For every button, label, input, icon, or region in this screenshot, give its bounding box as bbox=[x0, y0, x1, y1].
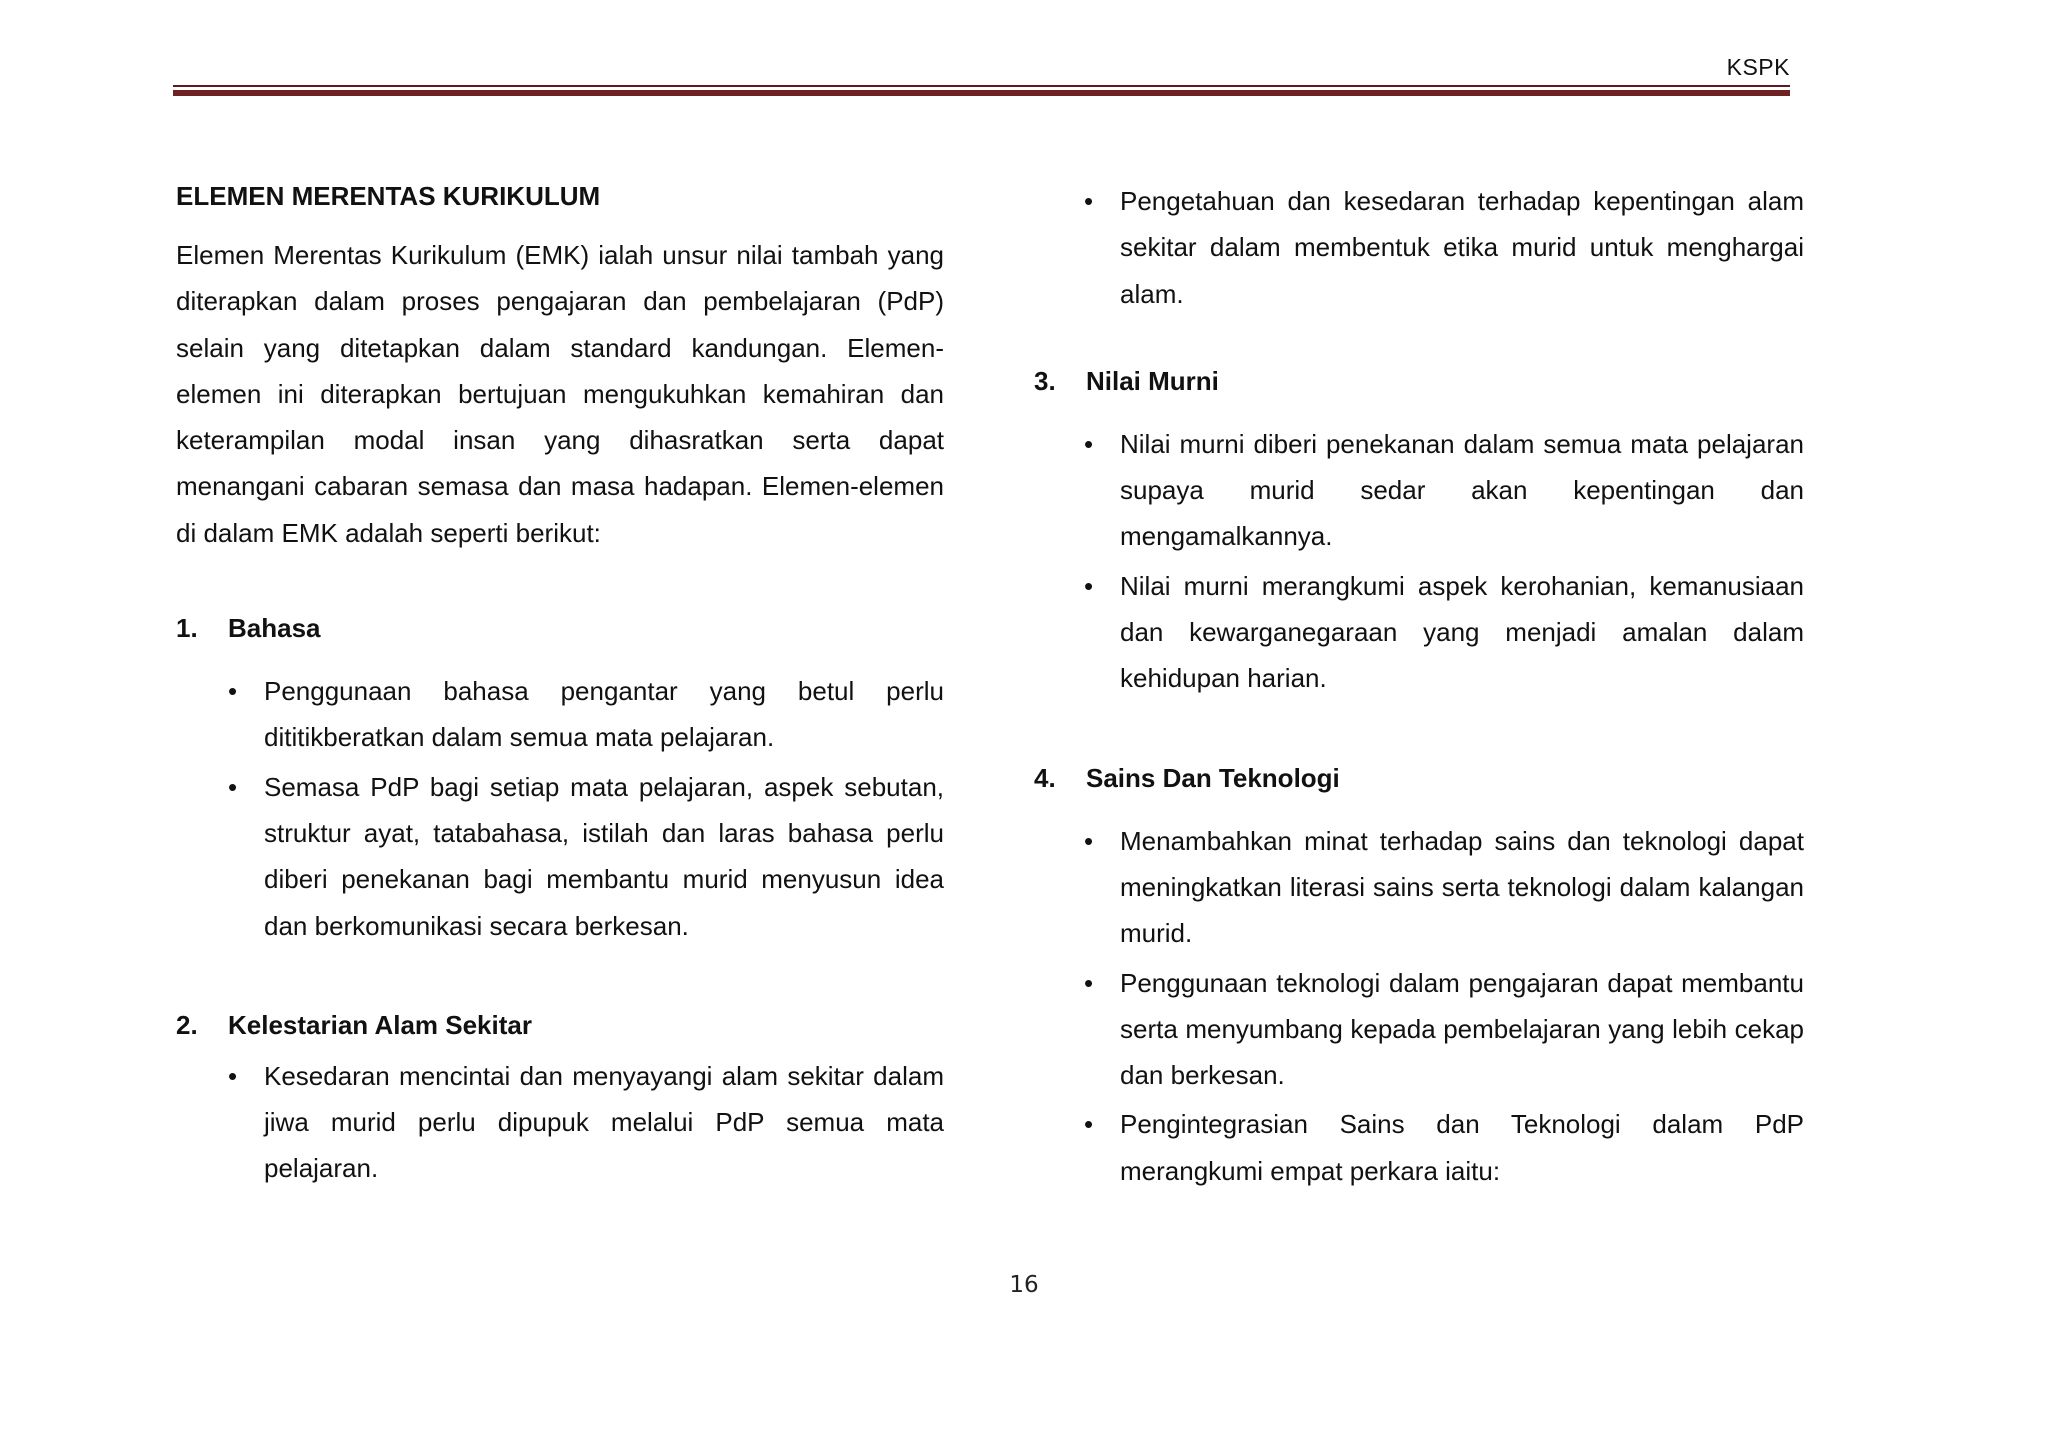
bullet-icon: • bbox=[228, 1060, 238, 1091]
item-heading bbox=[1034, 363, 1804, 399]
item-number: 3. bbox=[1034, 365, 1056, 396]
item-bahasa bbox=[176, 610, 944, 949]
item-heading bbox=[1034, 760, 1804, 796]
item-title: Bahasa bbox=[228, 613, 321, 644]
list-item bbox=[1034, 1101, 1804, 1194]
section-title: ELEMEN MERENTAS KURIKULUM bbox=[176, 181, 601, 211]
bullet-list bbox=[176, 1053, 944, 1192]
list-item bbox=[176, 668, 944, 761]
item-heading bbox=[176, 610, 944, 646]
item-heading bbox=[176, 1007, 944, 1043]
bullet-list bbox=[1034, 421, 1804, 702]
left-column bbox=[176, 178, 944, 1195]
list-item bbox=[1034, 818, 1804, 957]
item-number: 1. bbox=[176, 613, 198, 644]
list-item bbox=[1034, 960, 1804, 1099]
bullet-list bbox=[176, 668, 944, 949]
list-item-text: Nilai murni merangkumi aspek kerohanian, kemanusiaan dan kewarganegaraan yang menjadi amalan dalam kehidupan harian. bbox=[1120, 570, 1804, 694]
header-rule-thick bbox=[173, 90, 1790, 96]
header-rule-thin bbox=[173, 85, 1790, 87]
bullet-icon: • bbox=[1084, 428, 1094, 459]
item-number: 4. bbox=[1034, 762, 1056, 793]
bullet-icon: • bbox=[1084, 186, 1094, 216]
list-item bbox=[1034, 421, 1804, 560]
item-number: 2. bbox=[176, 1009, 198, 1040]
bullet-icon: • bbox=[1084, 967, 1094, 998]
list-item-text: Penggunaan teknologi dalam pengajaran dapat membantu serta menyumbang kepada pembelajaran yang lebih cekap dan berkesan. bbox=[1120, 967, 1804, 1091]
list-item-text: Menambahkan minat terhadap sains dan teknologi dapat meningkatkan literasi sains serta teknologi dalam kalangan murid. bbox=[1120, 825, 1804, 949]
item-title: Kelestarian Alam Sekitar bbox=[228, 1009, 532, 1040]
bullet-icon: • bbox=[1084, 1109, 1094, 1140]
bullet-icon: • bbox=[1084, 825, 1094, 856]
item-title: Sains Dan Teknologi bbox=[1086, 762, 1340, 793]
bullet-icon: • bbox=[228, 771, 238, 802]
item-kelestarian-alam-sekitar bbox=[176, 1007, 944, 1192]
list-item bbox=[176, 1053, 944, 1192]
list-item bbox=[1034, 563, 1804, 702]
right-column bbox=[1034, 178, 1804, 1197]
list-item-text: Nilai murni diberi penekanan dalam semua mata pelajaran supaya murid sedar akan kepentingan dan mengamalkannya. bbox=[1120, 428, 1804, 552]
bullet-icon: • bbox=[228, 676, 238, 707]
list-item-text: Kesedaran mencintai dan menyayangi alam sekitar dalam jiwa murid perlu dipupuk melalui PdP semua mata pelajaran. bbox=[264, 1060, 944, 1184]
page-number: 16 bbox=[1009, 1272, 1039, 1298]
bullet-icon: • bbox=[1084, 570, 1094, 601]
continued-bullet-list bbox=[1034, 178, 1804, 317]
bullet-list bbox=[1034, 818, 1804, 1194]
list-item bbox=[1034, 178, 1804, 317]
item-title: Nilai Murni bbox=[1086, 365, 1219, 396]
intro-paragraph: Elemen Merentas Kurikulum (EMK) ialah unsur nilai tambah yang diterapkan dalam proses pengajaran dan pembelajaran (PdP) selain yang ditetapkan dalam standard kandungan. Elemen-elemen ini diterapkan bertujuan mengukuhkan kemahiran dan keterampilan modal insan yang dihasratkan serta dapat menangani cabaran semasa dan masa hadapan. Elemen-elemen di dalam EMK adalah seperti berikut: bbox=[176, 240, 944, 548]
list-item-text: Pengetahuan dan kesedaran terhadap kepentingan alam sekitar dalam membentuk etika murid untuk menghargai alam. bbox=[1120, 186, 1804, 309]
list-item-text: Pengintegrasian Sains dan Teknologi dalam PdP merangkumi empat perkara iaitu: bbox=[1120, 1109, 1804, 1186]
item-sains-dan-teknologi bbox=[1034, 760, 1804, 1194]
list-item bbox=[176, 764, 944, 949]
header-label: KSPK bbox=[1726, 54, 1790, 80]
list-item-text: Penggunaan bahasa pengantar yang betul perlu dititikberatkan dalam semua mata pelajaran. bbox=[264, 676, 944, 753]
item-nilai-murni bbox=[1034, 363, 1804, 702]
list-item-text: Semasa PdP bagi setiap mata pelajaran, aspek sebutan, struktur ayat, tatabahasa, istilah dan laras bahasa perlu diberi penekanan bagi membantu murid menyusun idea dan berkomunikasi secara berkesan. bbox=[264, 771, 944, 941]
header-rule bbox=[173, 85, 1790, 96]
